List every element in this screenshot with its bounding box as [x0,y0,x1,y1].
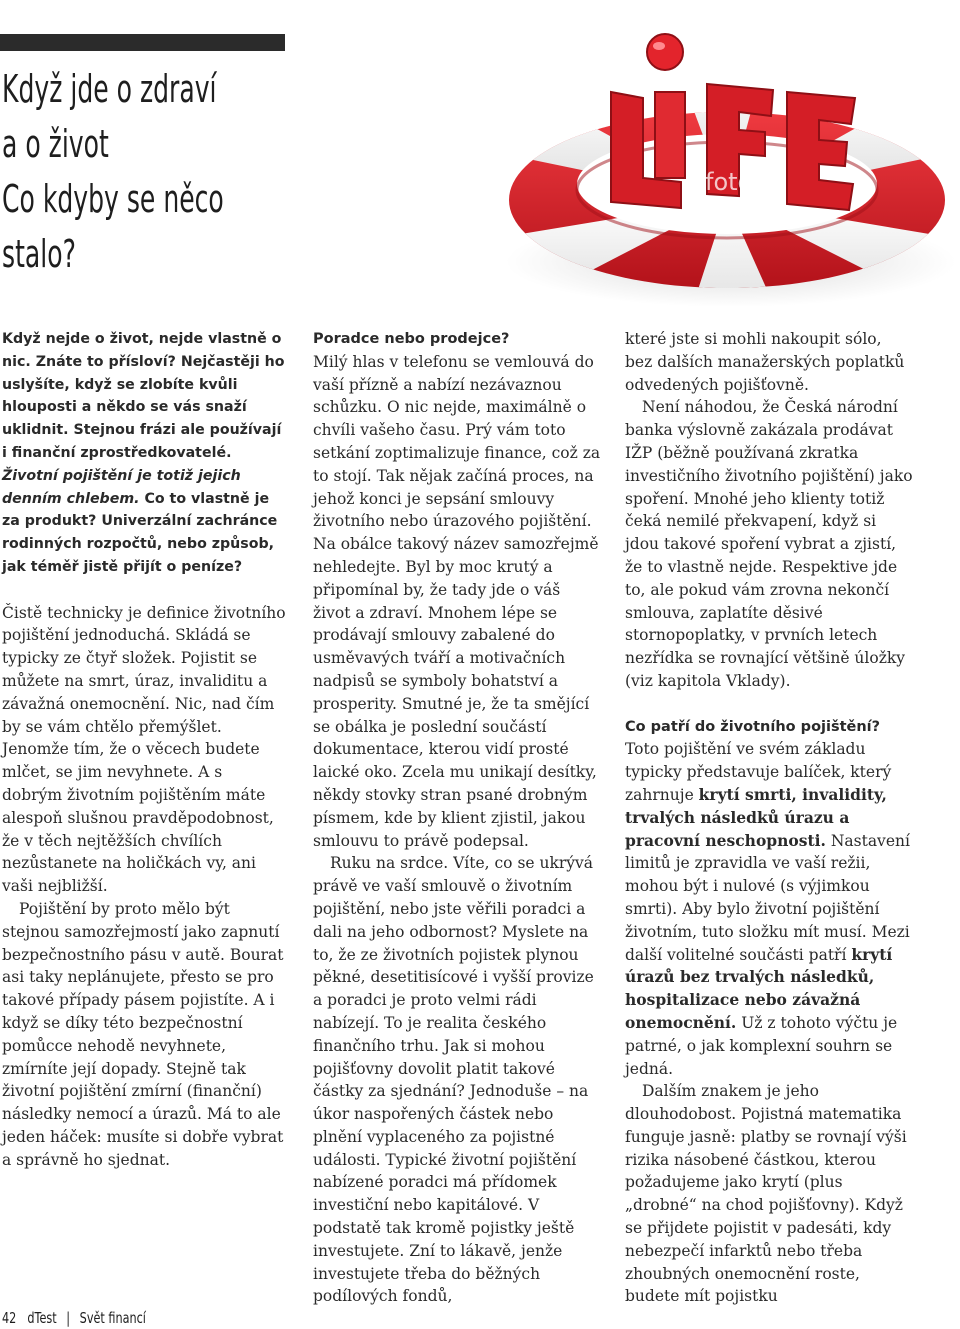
bold-phrase: krytí smrti, invalidity, trvalých následků úrazu a pracovní neschopnosti. [625,784,887,850]
page-number: 42 [2,1309,17,1327]
title-line: stalo? [2,232,76,276]
article-lead: Když nejde o život, nejde vlastně o nic. Znáte to přísloví? Nejčastěji ho uslyšíte, když se zlobíte kvůli hlouposti a někdo se vás snaží uklidnit. Stejnou frázi ale používají i finanční zprostředkovatelé. Životní pojištění je totiž jejich denním chlebem. Co to vlastně je za produkt? Univerzální zachránce rodinných rozpočtů, nebo způsob, jak téměř jistě přijít o peníze? [2,331,285,575]
top-rule [0,34,285,51]
footer-separator: | [66,1309,71,1327]
paragraph: Milý hlas v telefonu se vemlouvá do vaší přízně a nabízí nezávaznou schůzku. O nic nejde, maximálně o chvíli vašeho času. Prý vám toto setkání zoptimalizuje finance, což za to stojí. Tak nějak začíná proces, na jehož konci je sepsání smlouvy životního nebo úrazového pojištění. Na obálce takový název samozřejmě nehledejte. Byl by moc krutý a připomínal by, že tady jde o váš život a zdraví. Mnohem lépe se prodávají smlouvy zabalené do usměvavých tváří a motivačních nadpisů se symboly bohatství a prosperity. Smutné je, že ta smějící se obálka je poslední součástí dokumentace, kterou vidí prosté laické oko. Zcela mu unikají desítky, někdy stovky stran psané drobným písmem, kde by klient zjistil, jakou smlouvu to právě podepsal. [313,352,601,850]
paragraph: které jste si mohli nakoupit sólo, bez dalších manažerských poplatků odvedených pojišťovně. [625,330,905,394]
page-title [2,62,224,282]
bold-phrase: krytí úrazů bez trvalých následků, hospitalizace nebo závažná onemocnění. [625,944,893,1032]
section-heading: Co patří do životního pojištění? [625,718,881,735]
lead-emphasis: Životní pojištění je totiž jejich denním chlebem. [2,467,241,507]
watermark-text: fotolia [705,168,781,196]
title-line: a o život [2,122,109,166]
section-heading: Poradce nebo prodejce? [313,331,510,347]
article-column-1 [2,328,286,1171]
paragraph: Ruku na srdce. Víte, co se ukrývá právě ve vaší smlouvě o životním pojištění, nebo jste věřili poradci a dali na jeho odbornost? Myslete na to, že ze životních pojistek plynou pěkné, desetitisícové i vyšší provize a poradci je proto velmi rádi nabízejí. To je realita českého finančního trhu. Jak si mohou pojišťovny dovolit platit takové částky za sjednání? Jednoduše – na úkor naspořených částek nebo plnění vyplaceného za pojistné události. Typické životní pojištění nabízené poradci má přídomek investiční nebo kapitálové. V podstatě tak kromě pojistky ještě investujete. Zní to lákavě, jenže investujete třeba do běžných podílových fondů, [313,854,594,1306]
article-column-2 [313,328,601,1308]
paragraph: Čistě technicky je definice životního pojištění jednoduchá. Skládá se typicky ze čtyř složek. Pojistit se můžete na smrt, úraz, invaliditu a závažná onemocnění. Nic, nad čím by se vám chtělo přemýšlet. Jenomže tím, že o věcech budete mlčet, se jim nevyhnete. A s dobrým životním pojištěním máte alespoň slušnou pravděpodobnost, že v těch nejtěžších chvílích nezůstanete na holičkách vy, ani vaši nejbližší. [2,603,286,896]
title-line: Co kdyby se něco [2,177,224,221]
hero-image [495,0,960,318]
paragraph: Toto pojištění ve svém základu typicky představuje balíček, který zahrnuje krytí smrti, invalidity, trvalých následků úrazu a pracovní neschopnosti. Nastavení limitů je zpravidla ve vaší režii, mohou být i nulové (s výjimkou smrti). Aby bylo životní pojištění životním, tuto složku mít musí. Mezi další volitelné součásti patří krytí úrazů bez trvalých následků, hospitalizace nebo závažná onemocnění. Už z tohoto výčtu je patrné, o jak komplexní souhrn se jedná. [625,740,910,1078]
page-footer [2,1309,146,1327]
title-line: Když jde o zdraví [2,67,217,111]
paragraph: Není náhodou, že Česká národní banka výslovně zakázala prodávat IŽP (běžně používaná zkratka investičního životního pojištění) jako spoření. Mnohé jeho klienty totiž čeká nemilé překvapení, když si jdou takové spoření vybrat a zjistí, že to vlastně nejde. Respektive jde to, ale pokud vám zrovna nekončí smlouva, zaplatíte děsivé stornopoplatky, v prvních letech nezřídka se rovnající většině úložky (viz kapitola Vklady). [625,398,913,690]
paragraph: Pojištění by proto mělo být stejnou samozřejmostí jako zapnutí bezpečnostního pásu v autě. Bourat asi taky neplánujete, přesto se pro takové případy pásem pojistíte. A i když se díky této bezpečnostní pomůcce nehodě nevyhnete, zmírníte její dopady. Stejně tak životní pojištění zmírní (finanční) následky nemocí a úrazů. Má to ale jeden háček: musíte si dobře vybrat a správně ho sjednat. [2,899,284,1169]
section-name: Svět financí [79,1309,146,1327]
brand-name: dTest [27,1309,57,1327]
paragraph: Dalším znakem je jeho dlouhodobost. Pojistná matematika funguje jasně: platby se rovnají výši rizika násobené částkou, kterou požadujeme jako krytí (plus „drobné“ na chod pojišťovny). Když se přijdete pojistit v padesáti, kdy nebezpečí infarktů nebo třeba zhoubných onemocnění roste, budete mít pojistku [625,1082,907,1306]
article-column-3 [625,328,913,1308]
